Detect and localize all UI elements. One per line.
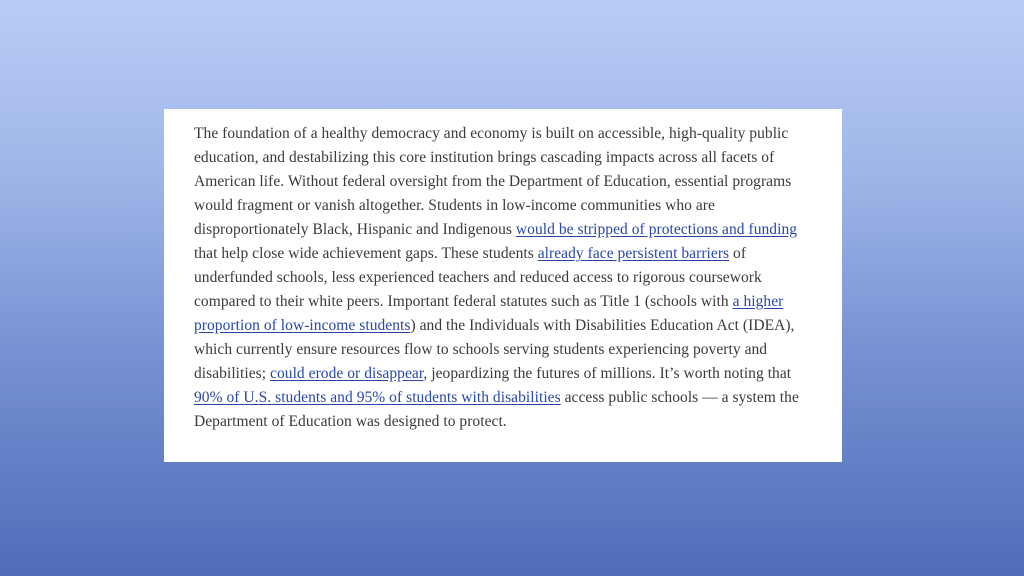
link-low-income-students[interactable]: a higher proportion of low-income students xyxy=(194,293,784,334)
article-card xyxy=(164,109,842,462)
paragraph-text: ) and the Individuals with Disabilities Education Act (IDEA), which currently ensure resources flow to schools serving students experiencing poverty and disabilities; xyxy=(194,317,795,382)
paragraph-text: , jeopardizing the futures of millions. It’s worth noting that xyxy=(423,365,792,382)
paragraph-text: access public schools — a system the Department of Education was designed to protect. xyxy=(194,389,799,430)
article-paragraph xyxy=(194,122,820,434)
link-students-with-disabilities[interactable]: 90% of U.S. students and 95% of students with disabilities xyxy=(194,389,561,406)
paragraph-text: of underfunded schools, less experienced teachers and reduced access to rigorous coursework compared to their white peers. Important federal statutes such as Title 1 (schools with xyxy=(194,245,762,310)
link-stripped-of-protections[interactable]: would be stripped of protections and funding xyxy=(515,221,798,238)
paragraph-text: The foundation of a healthy democracy and economy is built on accessible, high-quality public education, and destabilizing this core institution brings cascading impacts across all facets of American life. Without federal oversight from the Department of Education, essential programs would fragment or vanish altogether. Students in low-income communities who are disproportionately Black, Hispanic and Indigenous xyxy=(194,125,792,238)
paragraph-text: that help close wide achievement gaps. These students xyxy=(194,245,538,262)
link-persistent-barriers[interactable]: already face persistent barriers xyxy=(537,245,730,262)
link-erode-or-disappear[interactable]: could erode or disappear xyxy=(270,365,424,382)
